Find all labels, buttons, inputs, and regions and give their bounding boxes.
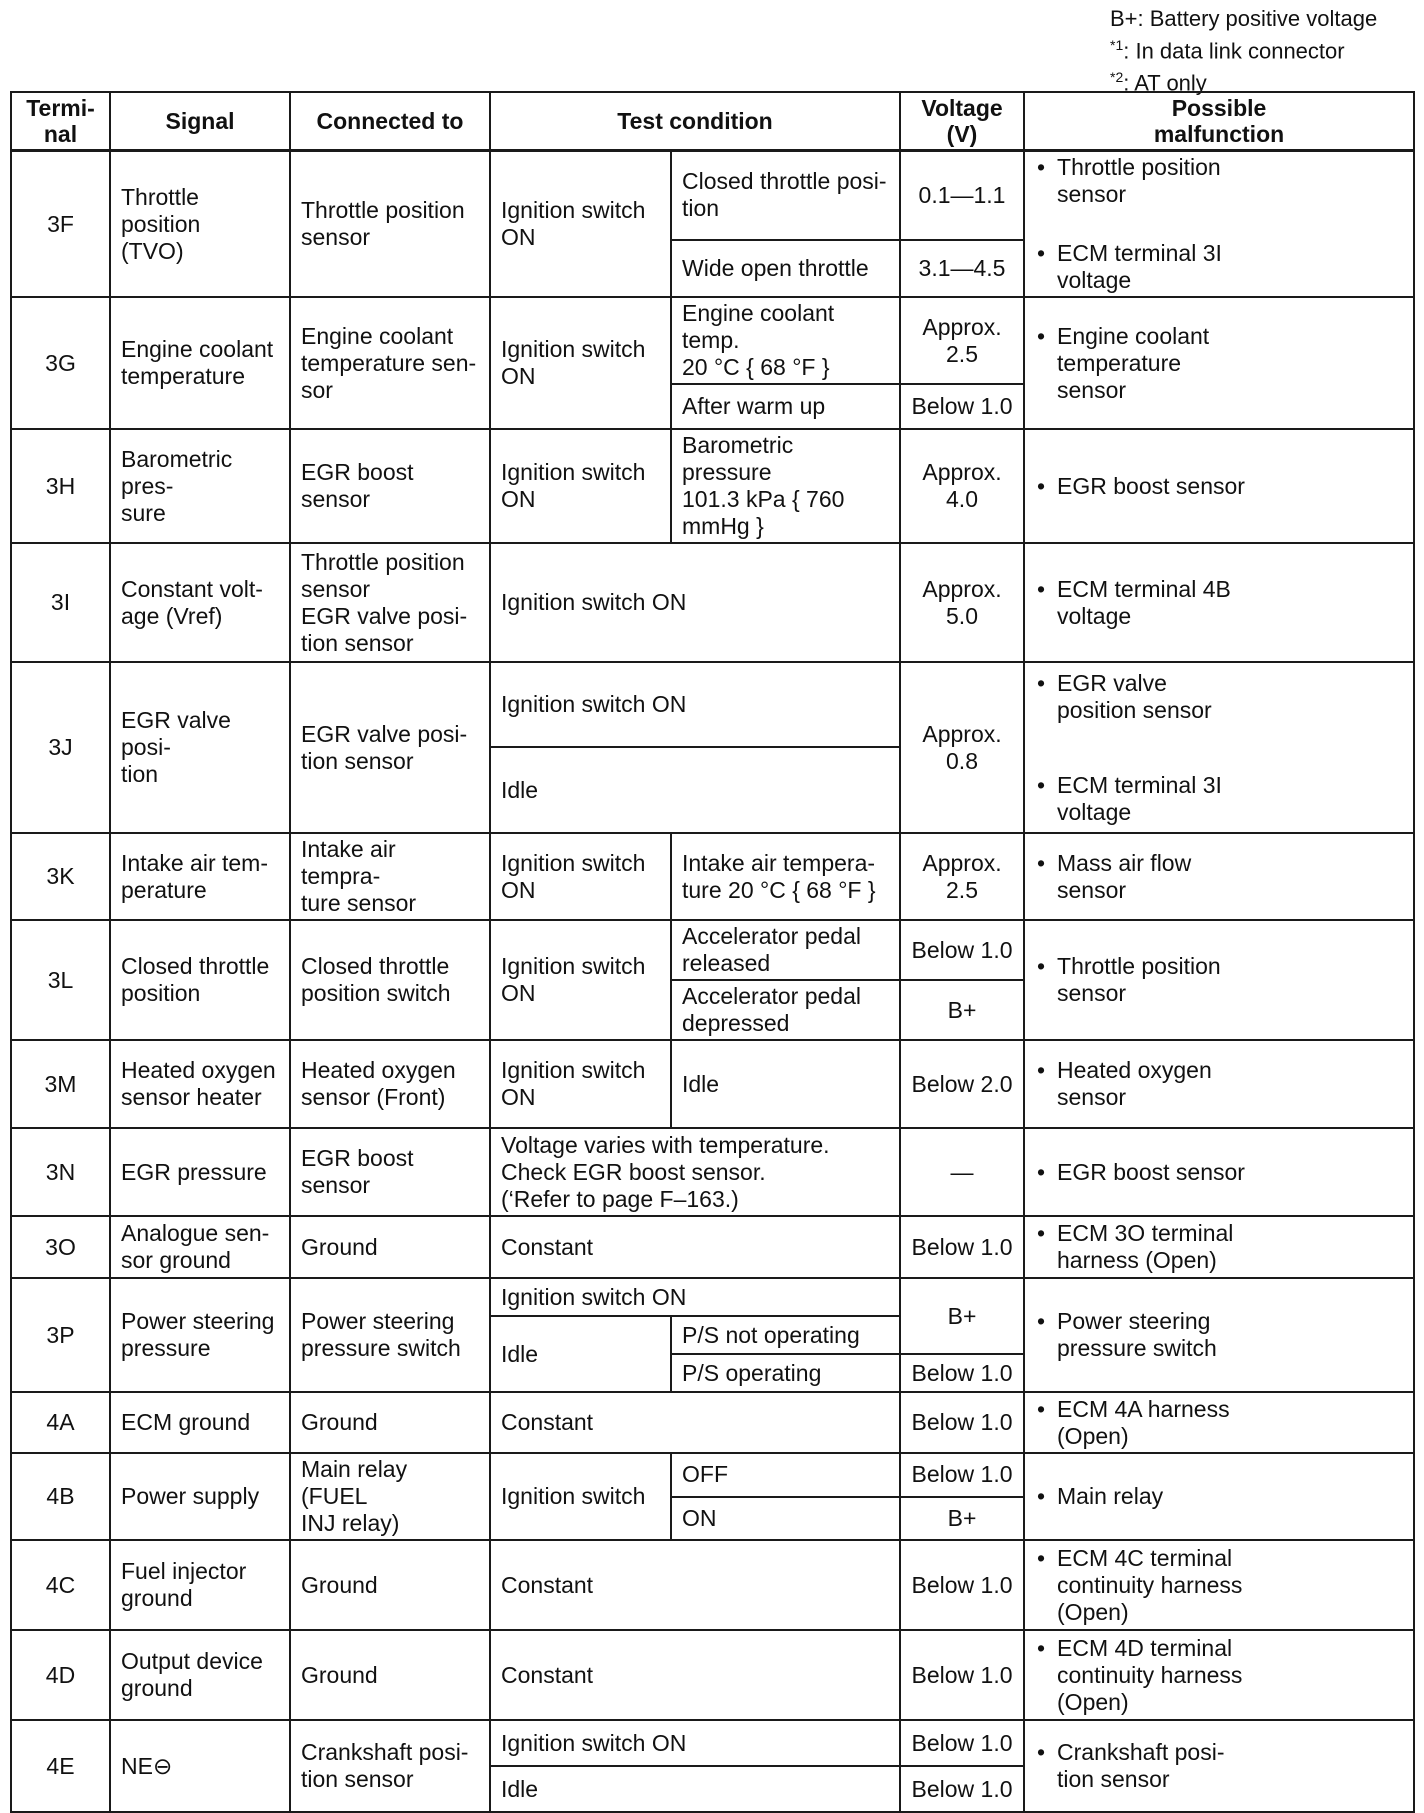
- malfunction-item: • EGR boost sensor: [1035, 1159, 1403, 1186]
- malfunction-cell: [1024, 297, 1414, 429]
- table-row: [11, 297, 1414, 384]
- condition-cell: Ignition switch ON: [490, 920, 671, 1040]
- terminal-cell: 3G: [11, 297, 110, 429]
- connected-cell: Throttle position sensor: [290, 151, 490, 298]
- voltage-cell: Approx. 5.0: [900, 543, 1024, 662]
- terminal-voltage-table: [10, 91, 1415, 1813]
- terminal-cell: 4E: [11, 1720, 110, 1812]
- connected-cell: Ground: [290, 1630, 490, 1720]
- condition-cell: Ignition switch ON: [490, 1720, 900, 1766]
- signal-cell: Closed throttle position: [110, 920, 290, 1040]
- voltage-cell: B+: [900, 980, 1024, 1040]
- sub-condition-cell: Accelerator pedal depressed: [671, 980, 900, 1040]
- connected-cell: EGR boost sensor: [290, 429, 490, 543]
- malfunction-cell: [1024, 151, 1414, 298]
- malfunction-item: • Engine coolant temperature sensor: [1035, 323, 1403, 404]
- sub-condition-cell: Closed throttle posi- tion: [671, 151, 900, 240]
- condition-cell: Ignition switch ON: [490, 1278, 900, 1316]
- connected-cell: Ground: [290, 1216, 490, 1278]
- malfunction-cell: [1024, 1453, 1414, 1540]
- table-row: [11, 1278, 1414, 1316]
- condition-cell: Ignition switch ON: [490, 297, 671, 429]
- terminal-cell: 3H: [11, 429, 110, 543]
- terminal-cell: 3K: [11, 833, 110, 920]
- terminal-cell: 3M: [11, 1040, 110, 1128]
- condition-cell: Constant: [490, 1630, 900, 1720]
- sub-condition-cell: Barometric pressure 101.3 kPa { 760 mmHg }: [671, 429, 900, 543]
- table-row: [11, 151, 1414, 240]
- signal-cell: NE⊖: [110, 1720, 290, 1812]
- terminal-cell: 3F: [11, 151, 110, 298]
- malfunction-item: • Crankshaft posi- tion sensor: [1035, 1739, 1403, 1793]
- table-row: [11, 1453, 1414, 1497]
- voltage-cell: Below 1.0: [900, 1720, 1024, 1766]
- terminal-cell: 3J: [11, 662, 110, 833]
- signal-cell: Power supply: [110, 1453, 290, 1540]
- voltage-cell: Approx. 4.0: [900, 429, 1024, 543]
- malfunction-cell: [1024, 1630, 1414, 1720]
- voltage-cell: Below 1.0: [900, 384, 1024, 429]
- sub-condition-cell: P/S operating: [671, 1354, 900, 1392]
- sub-condition-cell: Idle: [671, 1040, 900, 1128]
- sub-condition-cell: P/S not operating: [671, 1316, 900, 1354]
- table-row: [11, 1630, 1414, 1720]
- malfunction-cell: [1024, 1540, 1414, 1630]
- table-row: [11, 1216, 1414, 1278]
- condition-cell: Ignition switch ON: [490, 151, 671, 298]
- table-row: [11, 1040, 1414, 1128]
- signal-cell: EGR pressure: [110, 1128, 290, 1216]
- sub-condition-cell: ON: [671, 1497, 900, 1541]
- malfunction-cell: [1024, 543, 1414, 662]
- connected-cell: Throttle position sensor EGR valve posi- tion sensor: [290, 543, 490, 662]
- signal-cell: ECM ground: [110, 1392, 290, 1453]
- terminal-cell: 3L: [11, 920, 110, 1040]
- malfunction-item: • ECM 4D terminal continuity harness (Open): [1035, 1635, 1403, 1716]
- connected-cell: Ground: [290, 1392, 490, 1453]
- condition-cell: Ignition switch ON: [490, 429, 671, 543]
- condition-cell: Ignition switch ON: [490, 833, 671, 920]
- voltage-cell: —: [900, 1128, 1024, 1216]
- malfunction-cell: [1024, 920, 1414, 1040]
- voltage-cell: Below 1.0: [900, 1766, 1024, 1812]
- voltage-cell: B+: [900, 1278, 1024, 1354]
- signal-cell: Constant volt- age (Vref): [110, 543, 290, 662]
- malfunction-cell: [1024, 1720, 1414, 1812]
- sub-condition-cell: Intake air tempera- ture 20 °C { 68 °F }: [671, 833, 900, 920]
- signal-cell: Throttle position (TVO): [110, 151, 290, 298]
- connected-cell: Engine coolant temperature sen- sor: [290, 297, 490, 429]
- connected-cell: EGR valve posi- tion sensor: [290, 662, 490, 833]
- connected-cell: Ground: [290, 1540, 490, 1630]
- voltage-cell: Below 2.0: [900, 1040, 1024, 1128]
- malfunction-item: • Throttle position sensor: [1035, 154, 1403, 208]
- table-row: [11, 1720, 1414, 1766]
- signal-cell: Intake air tem- perature: [110, 833, 290, 920]
- terminal-cell: 3O: [11, 1216, 110, 1278]
- voltage-cell: Below 1.0: [900, 920, 1024, 980]
- connected-cell: Intake air tempra- ture sensor: [290, 833, 490, 920]
- terminal-cell: 4D: [11, 1630, 110, 1720]
- malfunction-item: • Heated oxygen sensor: [1035, 1057, 1403, 1111]
- voltage-cell: Approx. 2.5: [900, 297, 1024, 384]
- table-row: [11, 833, 1414, 920]
- malfunction-item: • EGR boost sensor: [1035, 473, 1403, 500]
- malfunction-cell: [1024, 1278, 1414, 1392]
- malfunction-cell: [1024, 833, 1414, 920]
- signal-cell: EGR valve posi- tion: [110, 662, 290, 833]
- condition-cell: Voltage varies with temperature. Check EGR boost sensor. (‘Refer to page F–163.): [490, 1128, 900, 1216]
- legend: [1110, 6, 1410, 97]
- condition-cell: Idle: [490, 747, 900, 833]
- signal-cell: Power steering pressure: [110, 1278, 290, 1392]
- malfunction-item: • Power steering pressure switch: [1035, 1308, 1403, 1362]
- malfunction-item: • ECM terminal 3I voltage: [1035, 772, 1403, 826]
- malfunction-cell: [1024, 1216, 1414, 1278]
- voltage-cell: Below 1.0: [900, 1392, 1024, 1453]
- malfunction-cell: [1024, 1128, 1414, 1216]
- terminal-cell: 4C: [11, 1540, 110, 1630]
- legend-note-1-text: : In data link connector: [1123, 38, 1345, 64]
- signal-cell: Barometric pres- sure: [110, 429, 290, 543]
- condition-cell: Ignition switch ON: [490, 543, 900, 662]
- table-row: [11, 1128, 1414, 1216]
- malfunction-item: • EGR valve position sensor: [1035, 670, 1403, 724]
- condition-cell: Ignition switch ON: [490, 1040, 671, 1128]
- condition-cell: Idle: [490, 1316, 671, 1392]
- connected-cell: EGR boost sensor: [290, 1128, 490, 1216]
- sub-condition-cell: Wide open throttle: [671, 240, 900, 297]
- header-signal: Signal: [110, 92, 290, 151]
- legend-bplus: B+: Battery positive voltage: [1110, 6, 1378, 31]
- connected-cell: Power steering pressure switch: [290, 1278, 490, 1392]
- voltage-cell: Below 1.0: [900, 1354, 1024, 1392]
- table-row: [11, 429, 1414, 543]
- connected-cell: Main relay (FUEL INJ relay): [290, 1453, 490, 1540]
- voltage-cell: Below 1.0: [900, 1540, 1024, 1630]
- voltage-cell: Below 1.0: [900, 1216, 1024, 1278]
- malfunction-item: • ECM 4A harness (Open): [1035, 1396, 1403, 1450]
- malfunction-item: • ECM terminal 3I voltage: [1035, 240, 1403, 294]
- table-row: [11, 1392, 1414, 1453]
- condition-cell: Constant: [490, 1540, 900, 1630]
- condition-cell: Ignition switch: [490, 1453, 671, 1540]
- legend-note-2-mark: *2: [1110, 69, 1124, 86]
- voltage-cell: 3.1—4.5: [900, 240, 1024, 297]
- header-test-condition: Test condition: [490, 92, 900, 151]
- sub-condition-cell: OFF: [671, 1453, 900, 1497]
- malfunction-cell: [1024, 429, 1414, 543]
- voltage-cell: B+: [900, 1497, 1024, 1541]
- voltage-cell: Below 1.0: [900, 1630, 1024, 1720]
- connected-cell: Closed throttle position switch: [290, 920, 490, 1040]
- header-voltage: Voltage (V): [900, 92, 1024, 151]
- condition-cell: Constant: [490, 1216, 900, 1278]
- malfunction-item: • ECM terminal 4B voltage: [1035, 576, 1403, 630]
- malfunction-item: • Throttle position sensor: [1035, 953, 1403, 1007]
- malfunction-cell: [1024, 662, 1414, 833]
- table-row: [11, 543, 1414, 662]
- malfunction-item: • Main relay: [1035, 1483, 1403, 1510]
- sub-condition-cell: Engine coolant temp. 20 °C { 68 °F }: [671, 297, 900, 384]
- malfunction-item: • ECM 4C terminal continuity harness (Open): [1035, 1545, 1403, 1626]
- connected-cell: Crankshaft posi- tion sensor: [290, 1720, 490, 1812]
- voltage-cell: 0.1—1.1: [900, 151, 1024, 240]
- malfunction-cell: [1024, 1392, 1414, 1453]
- sub-condition-cell: After warm up: [671, 384, 900, 429]
- terminal-cell: 3N: [11, 1128, 110, 1216]
- table-row: [11, 662, 1414, 747]
- voltage-cell: Approx. 2.5: [900, 833, 1024, 920]
- legend-note-1: [1110, 32, 1410, 64]
- table-row: [11, 1540, 1414, 1630]
- voltage-cell: Approx. 0.8: [900, 662, 1024, 833]
- voltage-cell: Below 1.0: [900, 1453, 1024, 1497]
- terminal-cell: 4B: [11, 1453, 110, 1540]
- terminal-cell: 3I: [11, 543, 110, 662]
- legend-note-2-text: : AT only: [1123, 70, 1207, 96]
- header-connected-to: Connected to: [290, 92, 490, 151]
- malfunction-cell: [1024, 1040, 1414, 1128]
- signal-cell: Heated oxygen sensor heater: [110, 1040, 290, 1128]
- header-malfunction: Possible malfunction: [1024, 92, 1414, 151]
- signal-cell: Output device ground: [110, 1630, 290, 1720]
- terminal-cell: 4A: [11, 1392, 110, 1453]
- terminal-cell: 3P: [11, 1278, 110, 1392]
- sub-condition-cell: Accelerator pedal released: [671, 920, 900, 980]
- condition-cell: Constant: [490, 1392, 900, 1453]
- table-row: [11, 920, 1414, 980]
- legend-note-1-mark: *1: [1110, 37, 1124, 53]
- signal-cell: Engine coolant temperature: [110, 297, 290, 429]
- header-row: [11, 92, 1414, 151]
- malfunction-item: • Mass air flow sensor: [1035, 850, 1403, 904]
- signal-cell: Fuel injector ground: [110, 1540, 290, 1630]
- signal-cell: Analogue sen- sor ground: [110, 1216, 290, 1278]
- condition-cell: Idle: [490, 1766, 900, 1812]
- condition-cell: Ignition switch ON: [490, 662, 900, 747]
- connected-cell: Heated oxygen sensor (Front): [290, 1040, 490, 1128]
- malfunction-item: • ECM 3O terminal harness (Open): [1035, 1220, 1403, 1274]
- header-terminal: Termi- nal: [11, 92, 110, 151]
